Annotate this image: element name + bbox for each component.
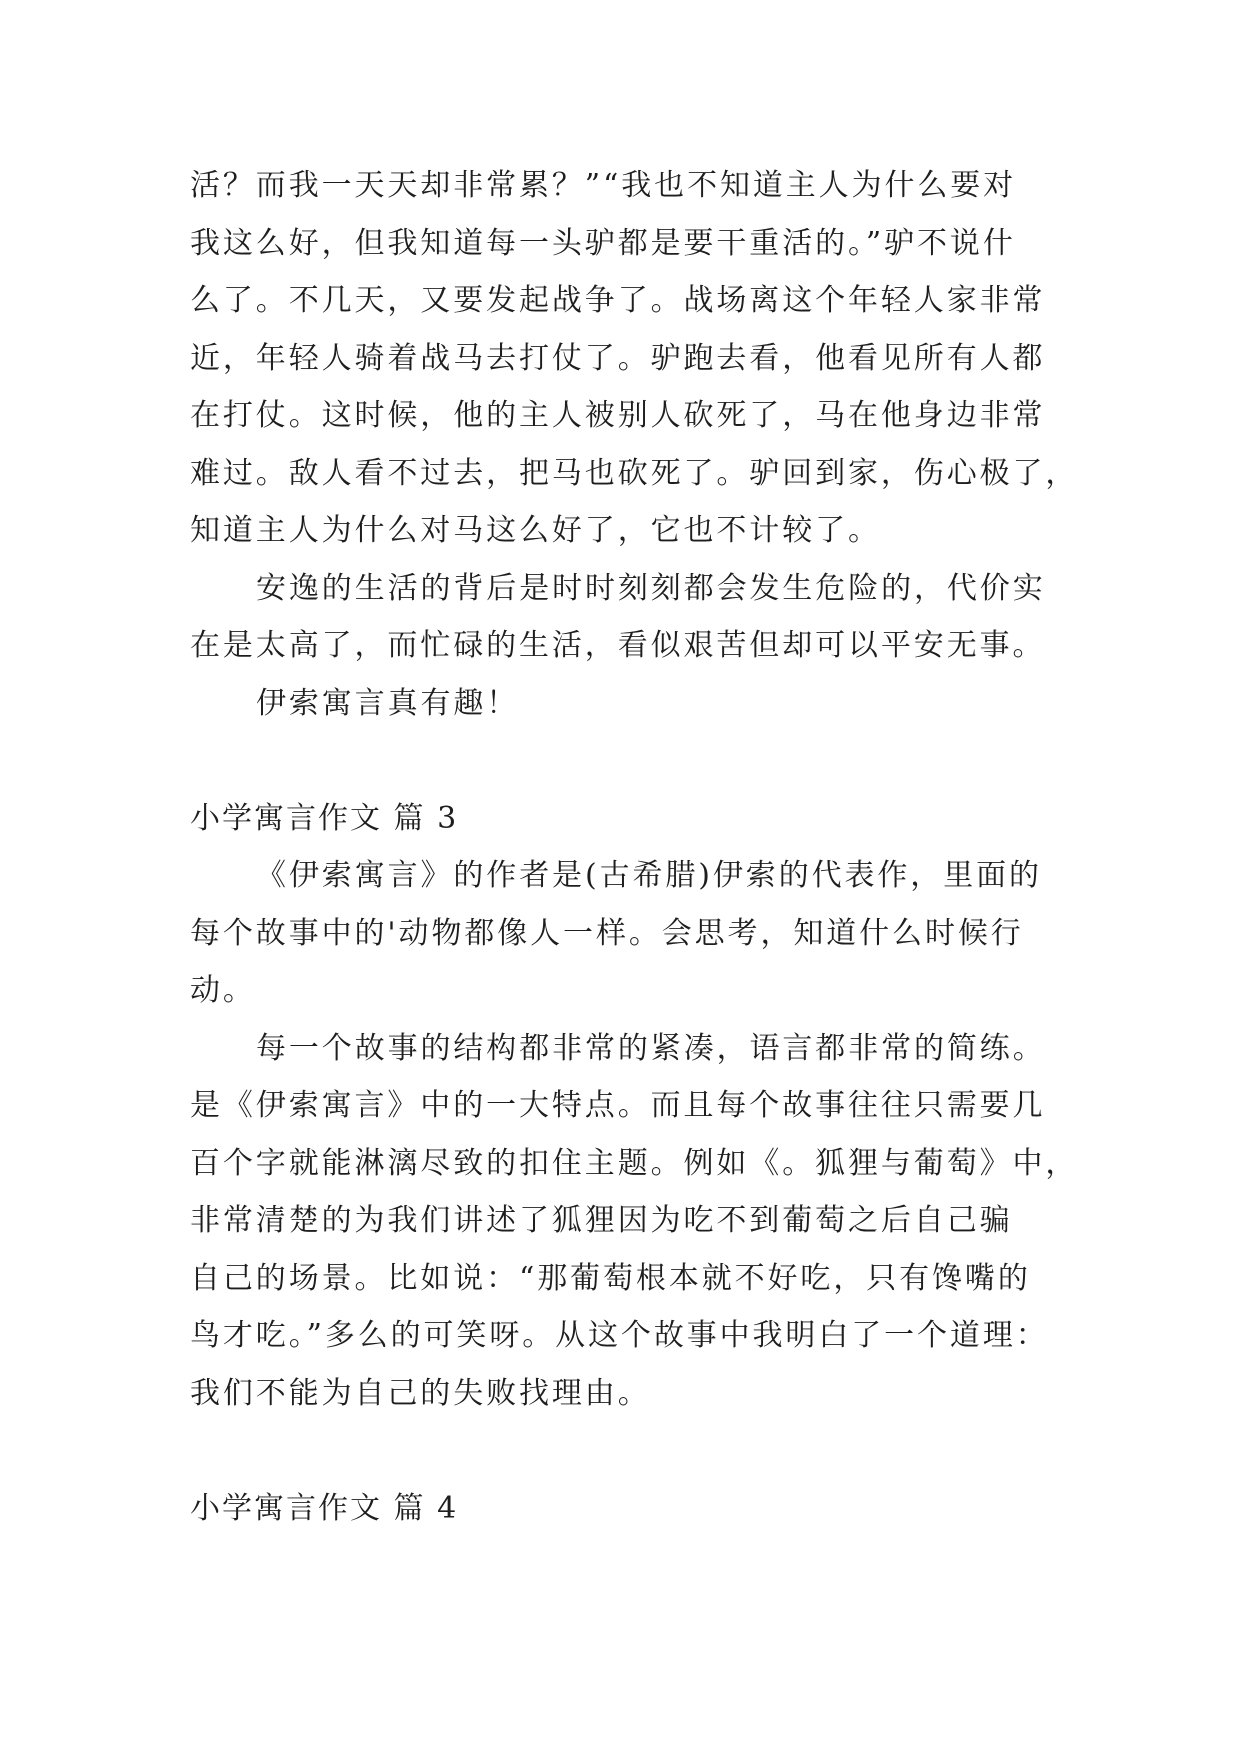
- text-line: 鸟才吃。”多么的可笑呀。从这个故事中我明白了一个道理：: [190, 1318, 1049, 1353]
- text-line: 百个字就能淋漓尽致的扣住主题。例如《。狐狸与葡萄》中，: [190, 1146, 1079, 1181]
- text-line: 自己的场景。比如说：“那葡萄根本就不好吃，只有馋嘴的: [190, 1261, 1031, 1296]
- text-line: 我这么好，但我知道每一头驴都是要干重活的。”驴不说什: [190, 226, 1016, 261]
- text-line: 伊索寓言真有趣！: [256, 686, 520, 721]
- text-line: 非常清楚的为我们讲述了狐狸因为吃不到葡萄之后自己骗: [190, 1203, 1013, 1238]
- text-line: 么了。不几天，又要发起战争了。战场离这个年轻人家非常: [190, 283, 1046, 318]
- text-line: 近，年轻人骑着战马去打仗了。驴跑去看，他看见所有人都: [190, 341, 1046, 376]
- text-line: 难过。敌人看不过去，把马也砍死了。驴回到家，伤心极了，: [190, 456, 1079, 491]
- section-heading: 小学寓言作文 篇 4: [190, 1491, 459, 1526]
- text-line: 在打仗。这时候，他的主人被别人砍死了，马在他身边非常: [190, 398, 1046, 433]
- text-line: 在是太高了，而忙碌的生活，看似艰苦但却可以平安无事。: [190, 628, 1046, 663]
- text-line: 每一个故事的结构都非常的紧凑，语言都非常的简练。: [256, 1031, 1046, 1066]
- text-line: 是《伊索寓言》中的一大特点。而且每个故事往往只需要几: [190, 1088, 1046, 1123]
- text-line: 我们不能为自己的失败找理由。: [190, 1376, 651, 1411]
- text-line: 《伊索寓言》的作者是(古希腊)伊索的代表作，里面的: [256, 858, 1042, 893]
- section-heading: 小学寓言作文 篇 3: [190, 801, 459, 836]
- text-line: 动。: [190, 973, 256, 1008]
- text-line: 每个故事中的'动物都像人一样。会思考，知道什么时候行: [190, 916, 1024, 951]
- text-line: 安逸的生活的背后是时时刻刻都会发生危险的，代价实: [256, 571, 1046, 606]
- text-line: 活？而我一天天却非常累？”“我也不知道主人为什么要对: [190, 168, 1017, 203]
- text-line: 知道主人为什么对马这么好了，它也不计较了。: [190, 513, 881, 548]
